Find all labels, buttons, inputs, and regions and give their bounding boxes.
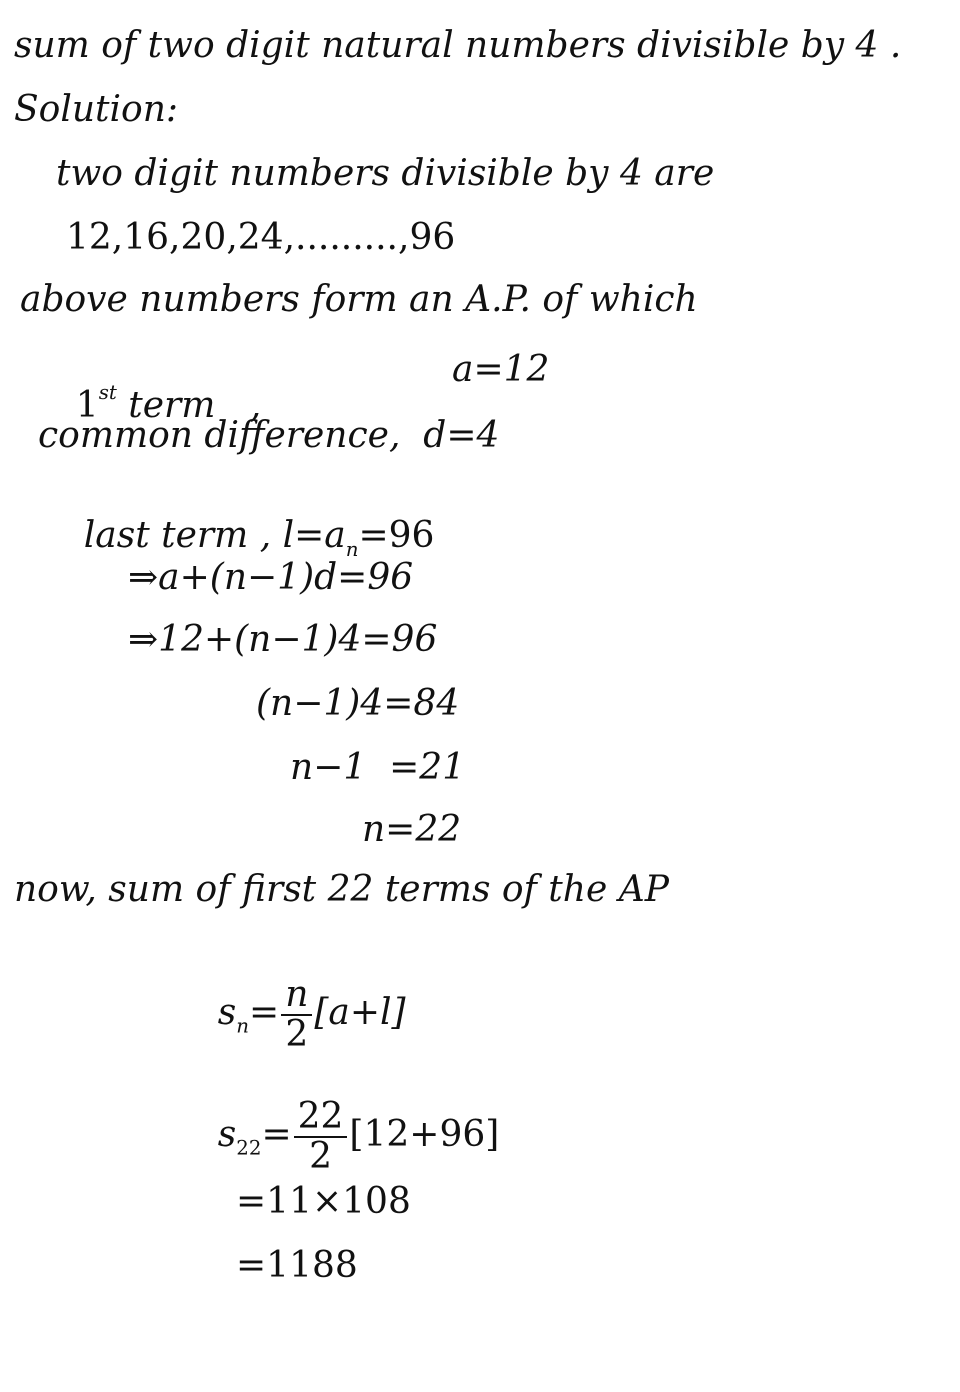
sequence-line: 12,16,20,24,.........,96 [66,217,456,258]
formula-numerator: n [281,976,312,1016]
first-term-ordinal: st [98,381,117,405]
step-2: ⇒12+(n−1)4=96 [128,619,438,660]
calc-s: s [217,1113,237,1155]
calc-fraction [294,1098,348,1176]
last-term-subscript: n [345,537,359,561]
step-4: n−1 =21 [290,747,466,788]
calc-subscript: 22 [236,1136,262,1160]
solution-label: Solution: [14,89,179,130]
step-5: n=22 [362,809,462,850]
calc-bracket: [12+96] [349,1113,500,1155]
formula-denominator: 2 [285,1013,309,1055]
calc-denominator: 2 [309,1135,332,1177]
calc-numerator: 22 [294,1098,348,1138]
last-term-value: =96 [358,515,435,556]
formula-s: s [217,991,237,1033]
step-1: ⇒a+(n−1)d=96 [128,557,414,598]
formula-fraction [281,976,312,1054]
first-term-value: a=12 [452,349,550,390]
formula-equals: = [249,991,280,1033]
first-term-number: 1 [75,385,99,426]
sum-intro: now, sum of first 22 terms of the AP [14,869,669,910]
first-term-word: term , [116,385,262,426]
step-3: (n−1)4=84 [256,683,460,724]
common-difference-line: common difference, d=4 [38,415,500,456]
calc-equals: = [261,1113,292,1155]
problem-title: sum of two digit natural numbers divisible by 4 . [14,25,902,66]
formula-subscript: n [236,1014,250,1038]
formula-bracket: [a+l] [314,991,406,1033]
ap-statement: above numbers form an A.P. of which [20,279,698,320]
result-line: =1188 [236,1245,358,1286]
product-line: =11×108 [236,1181,411,1222]
intro-line: two digit numbers divisible by 4 are [56,153,715,194]
last-term-label: last term , l=a [83,515,346,556]
